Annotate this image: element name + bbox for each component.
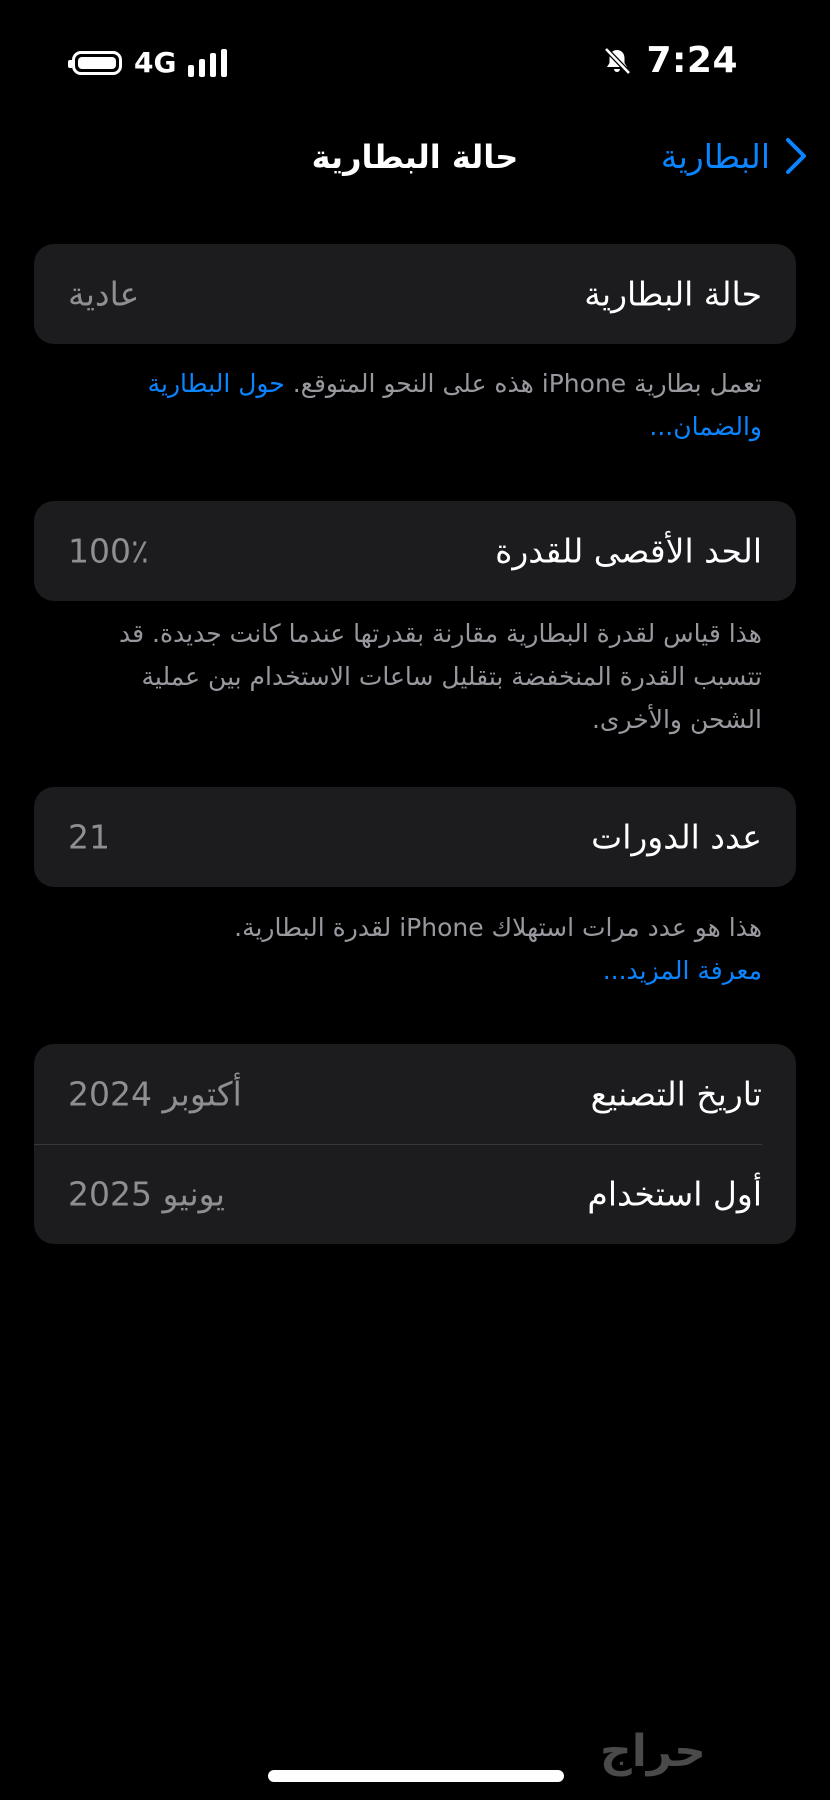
- battery-health-value: عادية: [68, 274, 140, 314]
- battery-health-note: [80, 362, 762, 448]
- status-left: [72, 46, 227, 79]
- chevron-right-icon: [784, 136, 808, 176]
- first-use-label: أول استخدام: [587, 1174, 762, 1214]
- page-title: حالة البطارية: [311, 138, 519, 176]
- status-right: [602, 40, 738, 81]
- first-use-row: [34, 1144, 796, 1244]
- manufacture-date-value: أكتوبر 2024: [68, 1074, 242, 1114]
- manufacture-date-label: تاريخ التصنيع: [590, 1074, 762, 1114]
- dates-card: [34, 1044, 796, 1244]
- max-capacity-note: هذا قياس لقدرة البطارية مقارنة بقدرتها عندما كانت جديدة. قد تتسبب القدرة المنخفضة بتقليل ساعات الاستخدام بين عملية الشحن والأخرى.: [118, 619, 762, 734]
- max-capacity-label: الحد الأقصى للقدرة: [495, 531, 762, 571]
- first-use-value: يونيو 2025: [68, 1174, 225, 1214]
- network-type: 4G: [134, 46, 177, 79]
- bell-muted-icon: [602, 46, 632, 76]
- battery-health-card: [34, 244, 796, 344]
- signal-icon: [188, 49, 227, 77]
- battery-icon: [72, 51, 122, 75]
- clock: 7:24: [646, 40, 738, 81]
- cycle-count-value: 21: [68, 817, 110, 857]
- battery-warranty-link[interactable]: حول البطارية والضمان...: [147, 369, 762, 441]
- max-capacity-value: 100٪: [68, 531, 149, 571]
- manufacture-date-row: [34, 1044, 796, 1144]
- back-button[interactable]: [661, 136, 808, 176]
- battery-health-label: حالة البطارية: [584, 274, 762, 314]
- learn-more-link[interactable]: معرفة المزيد...: [602, 956, 762, 985]
- cycle-count-note-text: هذا هو عدد مرات استهلاك iPhone لقدرة البطارية.: [234, 913, 762, 942]
- cycle-count-note: [80, 906, 762, 992]
- back-label: البطارية: [660, 136, 770, 176]
- nav-bar: [0, 120, 830, 200]
- battery-health-row: [34, 244, 796, 344]
- home-indicator[interactable]: [268, 1770, 564, 1782]
- status-bar: [0, 0, 830, 120]
- cycle-count-label: عدد الدورات: [591, 817, 762, 857]
- cycle-count-row: [34, 787, 796, 887]
- watermark-logo: حراج: [600, 1726, 706, 1777]
- battery-health-note-text: تعمل بطارية iPhone هذه على النحو المتوقع.: [292, 369, 762, 398]
- max-capacity-row: [34, 501, 796, 601]
- cycle-count-card: [34, 787, 796, 887]
- max-capacity-card: [34, 501, 796, 601]
